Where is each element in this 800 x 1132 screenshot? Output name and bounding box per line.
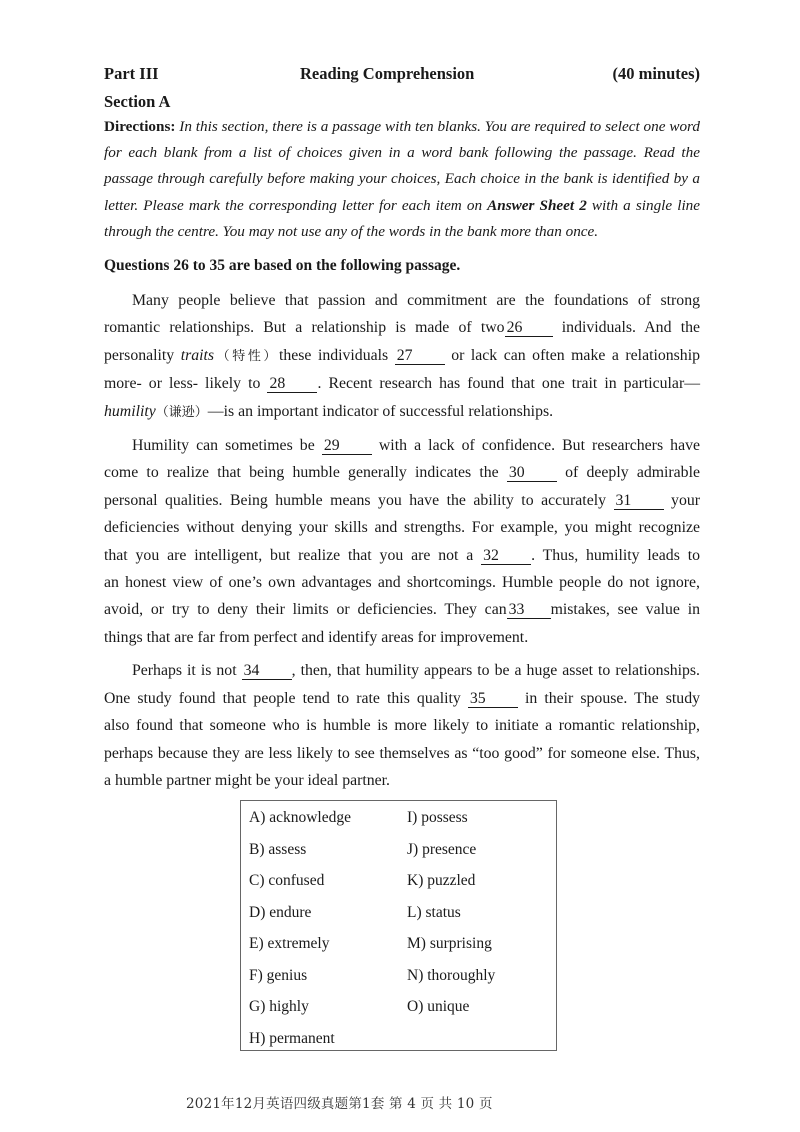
part-header [104, 64, 700, 90]
word-choice-i: I) possess [407, 809, 468, 826]
word-bank-column-right [407, 807, 495, 1028]
text: Perhaps it is not [132, 662, 242, 680]
text: One study found that people tend to rate this quality [104, 689, 468, 707]
blank-27: 27 [395, 347, 445, 365]
passage-line: perhaps because they are less likely to see themselves as “too good” for someone else. Thus, [104, 744, 700, 762]
word-choice-g: G) highly [249, 998, 309, 1015]
section-label: Section A [104, 92, 171, 111]
blank-35: 35 [468, 690, 518, 708]
word-bank-column-left [249, 807, 351, 1059]
blank-26: 26 [505, 319, 553, 337]
passage-line [104, 459, 700, 486]
passage-line: also found that someone who is humble is more likely to initiate a romantic relationship, [104, 717, 700, 735]
text: avoid, or try to deny their limits or deficiencies. They can [104, 601, 507, 619]
text: your [663, 491, 701, 509]
word-choice-a: A) acknowledge [249, 809, 351, 826]
passage-line: deficiencies without denying your skills and strengths. For example, you might recognize [104, 519, 700, 537]
questions-heading: Questions 26 to 35 are based on the following passage. [104, 257, 461, 275]
word-choice-o: O) unique [407, 998, 470, 1015]
exam-page [104, 64, 700, 794]
word-choice-f: F) genius [249, 966, 308, 984]
section-title: Reading Comprehension [300, 64, 475, 83]
word-choice-m: M) surprising [407, 935, 492, 952]
passage-line: things that are far from perfect and identify areas for improvement. [104, 628, 529, 646]
chinese-gloss: （特性） [214, 348, 279, 364]
part-label: Part III [104, 64, 159, 83]
word-choice-h: H) permanent [249, 1029, 335, 1047]
blank-28: 28 [267, 375, 317, 393]
text: —is an important indicator of successful relationships. [207, 402, 554, 420]
text: personality [104, 346, 181, 364]
text: that you are intelligent, but realize that you are not a [104, 546, 482, 564]
text: these individuals [278, 346, 395, 364]
text: more- or less- likely to [104, 375, 268, 393]
passage-line: an honest view of one’s own advantages and shortcomings. Humble people do not ignore, [104, 574, 700, 592]
passage-paragraph-2 [104, 432, 700, 651]
passage-paragraph-3 [104, 657, 700, 794]
text: Humility can sometimes be [132, 437, 322, 455]
word-choice-e: E) extremely [249, 935, 330, 952]
passage-paragraph-1 [104, 287, 700, 426]
blank-30: 30 [507, 464, 557, 482]
passage-line [104, 432, 700, 459]
text: individuals. And the [552, 319, 700, 337]
text: . Thus, humility leads to [531, 546, 700, 564]
word-choice-d: D) endure [249, 903, 312, 921]
word-choice-c: C) confused [249, 872, 325, 889]
text: come to realize that being humble generally indicates the [104, 464, 507, 482]
passage-line [104, 596, 700, 623]
word-choice-b: B) assess [249, 840, 307, 858]
word-choice-j: J) presence [407, 840, 477, 858]
passage-line [104, 370, 700, 397]
time-limit: (40 minutes) [612, 64, 700, 83]
blank-33: 33 [507, 601, 551, 619]
passage-line [104, 398, 700, 426]
passage-line [104, 542, 700, 569]
passage-line [104, 657, 700, 684]
passage-line [104, 314, 700, 341]
text: personal qualities. Being humble means you have the ability to accurately [104, 491, 614, 509]
blank-32: 32 [481, 547, 531, 565]
text: or lack can often make a relationship [444, 346, 700, 364]
term-traits: traits [180, 346, 215, 364]
word-choice-l: L) status [407, 903, 461, 921]
text: . Recent research has found that one trait in particular— [317, 375, 700, 393]
text: romantic relationships. But a relationship is made of two [104, 319, 505, 337]
blank-29: 29 [322, 437, 372, 455]
blank-31: 31 [614, 492, 664, 510]
text: in their spouse. The study [517, 689, 700, 707]
passage-line [104, 342, 700, 370]
text: , then, that humility appears to be a huge asset to relationships. [291, 662, 700, 680]
directions-label: Directions: [104, 118, 176, 135]
text: of deeply admirable [556, 464, 700, 482]
text: with a lack of confidence. But researchers have [371, 437, 700, 455]
directions [104, 114, 700, 245]
text: mistakes, see value in [550, 601, 700, 619]
passage-line [104, 487, 700, 514]
passage-line: Many people believe that passion and commitment are the foundations of strong [132, 292, 700, 310]
passage-line [104, 685, 700, 712]
chinese-gloss: （谦逊） [155, 404, 208, 420]
blank-34: 34 [242, 662, 292, 680]
passage-line: a humble partner might be your ideal partner. [104, 771, 391, 789]
page-footer: 2021年12月英语四级真题第1套 第 4 页 共 10 页 [186, 1096, 493, 1112]
directions-text-end: with a single line through the centre. You may not use any of the words in the bank more than once. [104, 196, 700, 240]
word-bank [240, 800, 557, 1051]
word-choice-n: N) thoroughly [407, 966, 496, 984]
word-choice-k: K) puzzled [407, 872, 476, 889]
directions-text: In this section, there is a passage with ten blanks. You are required to select one word for each blank from a list of choices given in a word bank following the passage. Read the passage through carefully before making your choices, Each choice in the bank is identified by a letter. Please mark the corresponding letter for each item on [104, 118, 700, 214]
answer-sheet-reference: Answer Sheet 2 [487, 196, 587, 214]
term-humility: humility [104, 402, 156, 420]
